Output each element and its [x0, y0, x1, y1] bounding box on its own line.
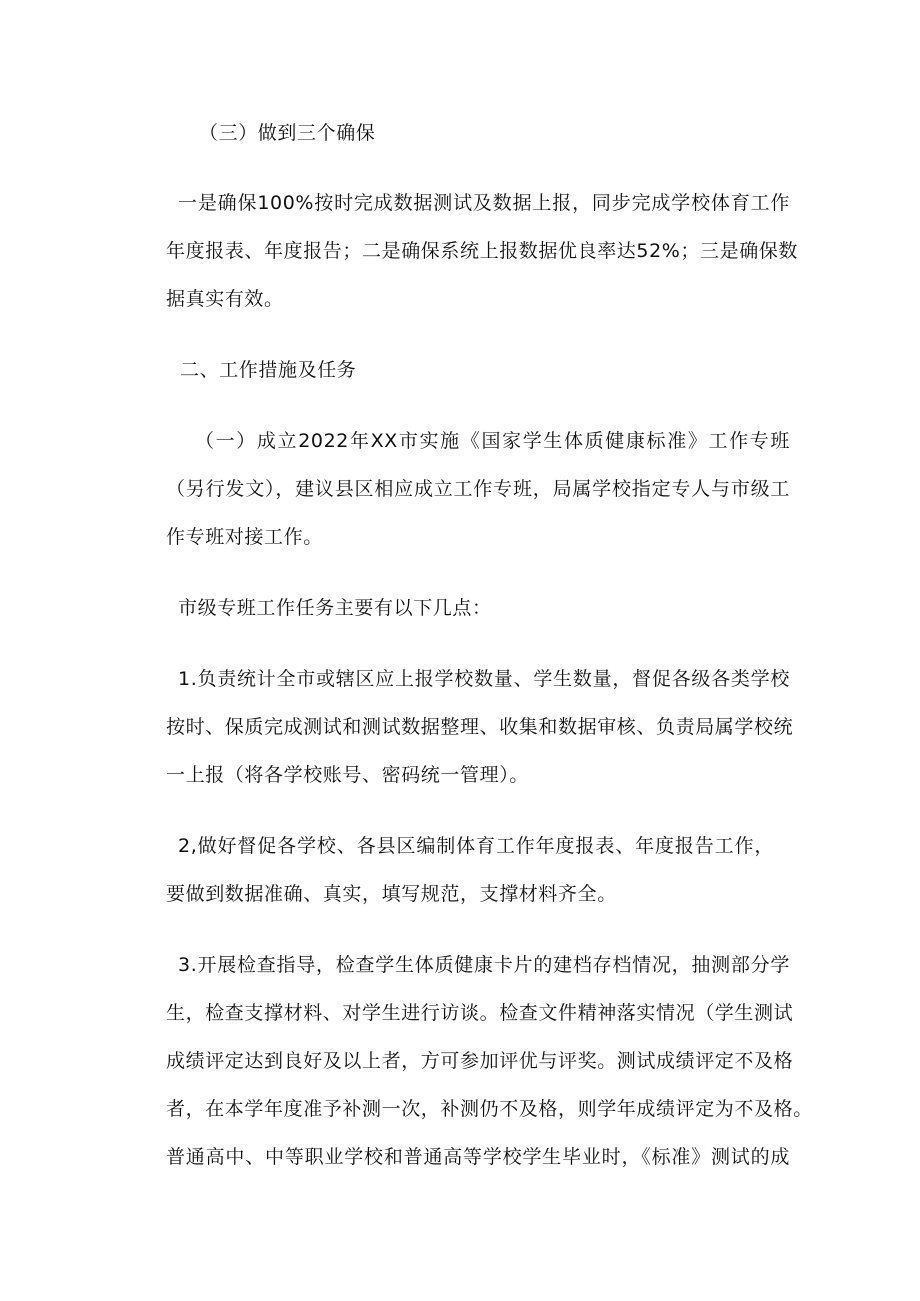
task-3-line-3: 成绩评定达到良好及以上者，方可参加评优与评奖。测试成绩评定不及格: [166, 1050, 794, 1072]
tasks-intro: 市级专班工作任务主要有以下几点：: [178, 597, 492, 619]
task-3-line-4: 者，在本学年度准予补测一次，补测仍不及格，则学年成绩评定为不及格。: [166, 1098, 813, 1120]
ensure-paragraph-line-1: 一是确保100%按时完成数据测试及数据上报，同步完成学校体育工作: [178, 192, 790, 214]
task-2-line-2: 要做到数据准确、真实，填写规范，支撑材料齐全。: [166, 883, 617, 905]
section-3-heading: （三）做到三个确保: [199, 122, 376, 144]
task-2-line-1: 2,做好督促各学校、各县区编制体育工作年度报表、年度报告工作，: [178, 835, 774, 857]
task-1-line-2: 按时、保质完成测试和测试数据整理、收集和数据审核、负责局属学校统: [166, 716, 794, 738]
sub-1-paragraph-line-3: 作专班对接工作。: [166, 526, 323, 548]
task-1-line-1: 1.负责统计全市或辖区应上报学校数量、学生数量，督促各级各类学校: [178, 668, 790, 690]
sub-1-paragraph-line-1: （一）成立2022年XX市实施《国家学生体质健康标准》工作专班: [195, 430, 790, 452]
ensure-paragraph-line-3: 据真实有效。: [166, 288, 284, 310]
part-2-heading: 二、工作措施及任务: [180, 359, 357, 381]
task-3-line-5: 普通高中、中等职业学校和普通高等学校学生毕业时，《标准》测试的成: [166, 1146, 790, 1168]
task-1-line-3: 一上报（将各学校账号、密码统一管理）。: [166, 764, 529, 786]
sub-1-paragraph-line-2: （另行发文），建议县区相应成立工作专班，局属学校指定专人与市级工: [166, 478, 790, 500]
task-3-line-1: 3.开展检查指导，检查学生体质健康卡片的建档存档情况，抽测部分学: [178, 954, 790, 976]
task-3-line-2: 生，检查支撑材料、对学生进行访谈。检查文件精神落实情况（学生测试: [166, 1002, 794, 1024]
ensure-paragraph-line-2: 年度报表、年度报告；二是确保系统上报数据优良率达52%；三是确保数: [166, 240, 799, 262]
